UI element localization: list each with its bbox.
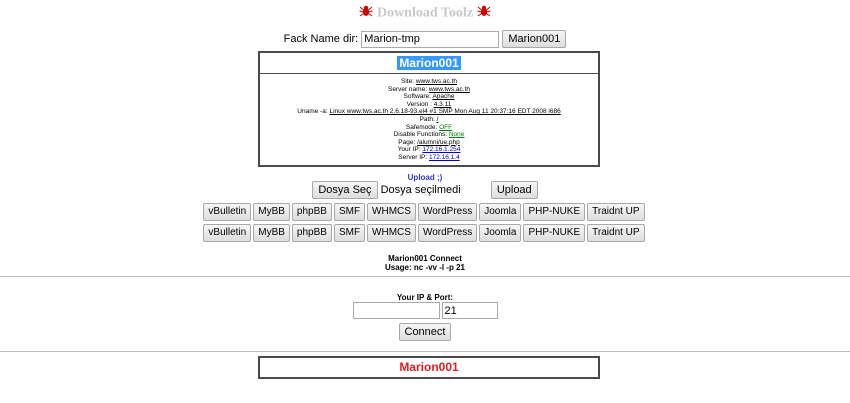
info-line-label: Page:: [398, 138, 416, 146]
ip-port-label: Your IP & Port:: [396, 293, 454, 302]
info-line-label: Server name:: [387, 85, 428, 93]
info-line-value[interactable]: 172.16.1.4: [428, 153, 460, 161]
footer-text: Marion001: [399, 360, 459, 374]
cms-button-phpbb[interactable]: phpBB: [292, 224, 332, 242]
footer-box: [258, 356, 600, 379]
info-line: [260, 146, 598, 154]
info-line: [260, 108, 598, 116]
info-line-label: Server IP:: [398, 153, 428, 161]
cms-button-joomla[interactable]: Joomla: [479, 224, 521, 242]
cms-button-whmcs[interactable]: WHMCS: [367, 203, 416, 221]
connect-button[interactable]: Connect: [399, 323, 452, 341]
info-line: [260, 124, 598, 132]
info-line: [260, 86, 598, 94]
cms-button-smf[interactable]: SMF: [334, 224, 365, 242]
divider: [0, 276, 850, 277]
connect-title: Marion001 Connect: [388, 254, 462, 263]
info-line: [260, 116, 598, 124]
info-line-label: Software:: [403, 93, 431, 101]
fack-name-row: [0, 30, 850, 48]
info-line-value: OFF: [439, 123, 453, 131]
file-status: Dosya seçilmedi: [380, 184, 461, 196]
cms-button-joomla[interactable]: Joomla: [479, 203, 521, 221]
cms-button-vbulletin[interactable]: vBulletin: [203, 224, 251, 242]
info-line-label: Your IP:: [397, 146, 421, 154]
cms-toolbar-1: [0, 203, 850, 221]
info-line-label: Disable Functions:: [393, 131, 448, 139]
info-lines: [260, 78, 598, 162]
cms-button-mybb[interactable]: MyBB: [253, 224, 290, 242]
cms-button-vbulletin[interactable]: vBulletin: [203, 203, 251, 221]
cms-button-smf[interactable]: SMF: [334, 203, 365, 221]
ip-input[interactable]: [353, 302, 440, 319]
cms-button-traidnt-up[interactable]: Traidnt UP: [587, 224, 644, 242]
page-title: [0, 4, 850, 26]
info-heading: [260, 53, 598, 74]
info-line: [260, 139, 598, 147]
info-line-label: Path:: [419, 115, 435, 123]
divider: [0, 351, 850, 352]
cms-button-mybb[interactable]: MyBB: [253, 203, 290, 221]
info-line-label: Uname -a:: [297, 108, 328, 116]
info-line: [260, 78, 598, 86]
connect-section-title: [0, 254, 850, 272]
connect-row: [0, 323, 850, 341]
fack-name-button[interactable]: Marion001: [502, 30, 566, 48]
info-line-label: Version :: [406, 100, 432, 108]
info-line-value: None: [448, 131, 465, 139]
fack-name-label: Fack Name dir:: [283, 33, 359, 45]
ip-port-row: [0, 302, 850, 320]
connect-usage: Usage: nc -vv -l -p 21: [384, 263, 466, 272]
spider-icon: [359, 4, 373, 23]
cms-button-wordpress[interactable]: WordPress: [418, 224, 477, 242]
fack-name-input[interactable]: [361, 31, 499, 48]
info-line-value: /alumni/ue.php: [417, 138, 460, 146]
cms-button-php-nuke[interactable]: PHP-NUKE: [523, 203, 585, 221]
info-line-value: /: [436, 115, 439, 123]
cms-button-phpbb[interactable]: phpBB: [292, 203, 332, 221]
title-text: Download Toolz: [376, 5, 474, 21]
upload-title: Upload ;): [407, 173, 443, 182]
upload-row: [0, 181, 850, 199]
info-line-value: www.tws.ac.th: [415, 78, 457, 85]
info-line-value: 4.3.11: [433, 100, 452, 108]
info-heading-text: Marion001: [399, 56, 459, 70]
info-line: [260, 101, 598, 109]
cms-button-php-nuke[interactable]: PHP-NUKE: [523, 224, 585, 242]
cms-button-wordpress[interactable]: WordPress: [418, 203, 477, 221]
upload-button[interactable]: Upload: [491, 181, 538, 199]
info-line-label: Safemode:: [405, 123, 438, 131]
info-line-value[interactable]: 172.16.1.254: [422, 146, 461, 154]
choose-file-button[interactable]: Dosya Seç: [312, 181, 377, 199]
info-line-value: www.tws.ac.th: [428, 85, 471, 93]
info-line-label: Site:: [400, 78, 414, 85]
port-input[interactable]: [442, 302, 498, 319]
info-line: [260, 131, 598, 139]
info-line-value: Apache: [432, 93, 455, 101]
cms-button-whmcs[interactable]: WHMCS: [367, 224, 416, 242]
cms-toolbar-2: [0, 224, 850, 242]
info-line-value: Linux www.tws.ac.th 2.6.18-93.el4 #1 SMP Mon Aug 11 20:37:16 EDT 2008 i686: [329, 108, 561, 116]
info-line: [260, 154, 598, 162]
cms-button-traidnt-up[interactable]: Traidnt UP: [587, 203, 644, 221]
server-info-box: [258, 51, 600, 167]
spider-icon: [477, 4, 491, 23]
info-line: [260, 93, 598, 101]
